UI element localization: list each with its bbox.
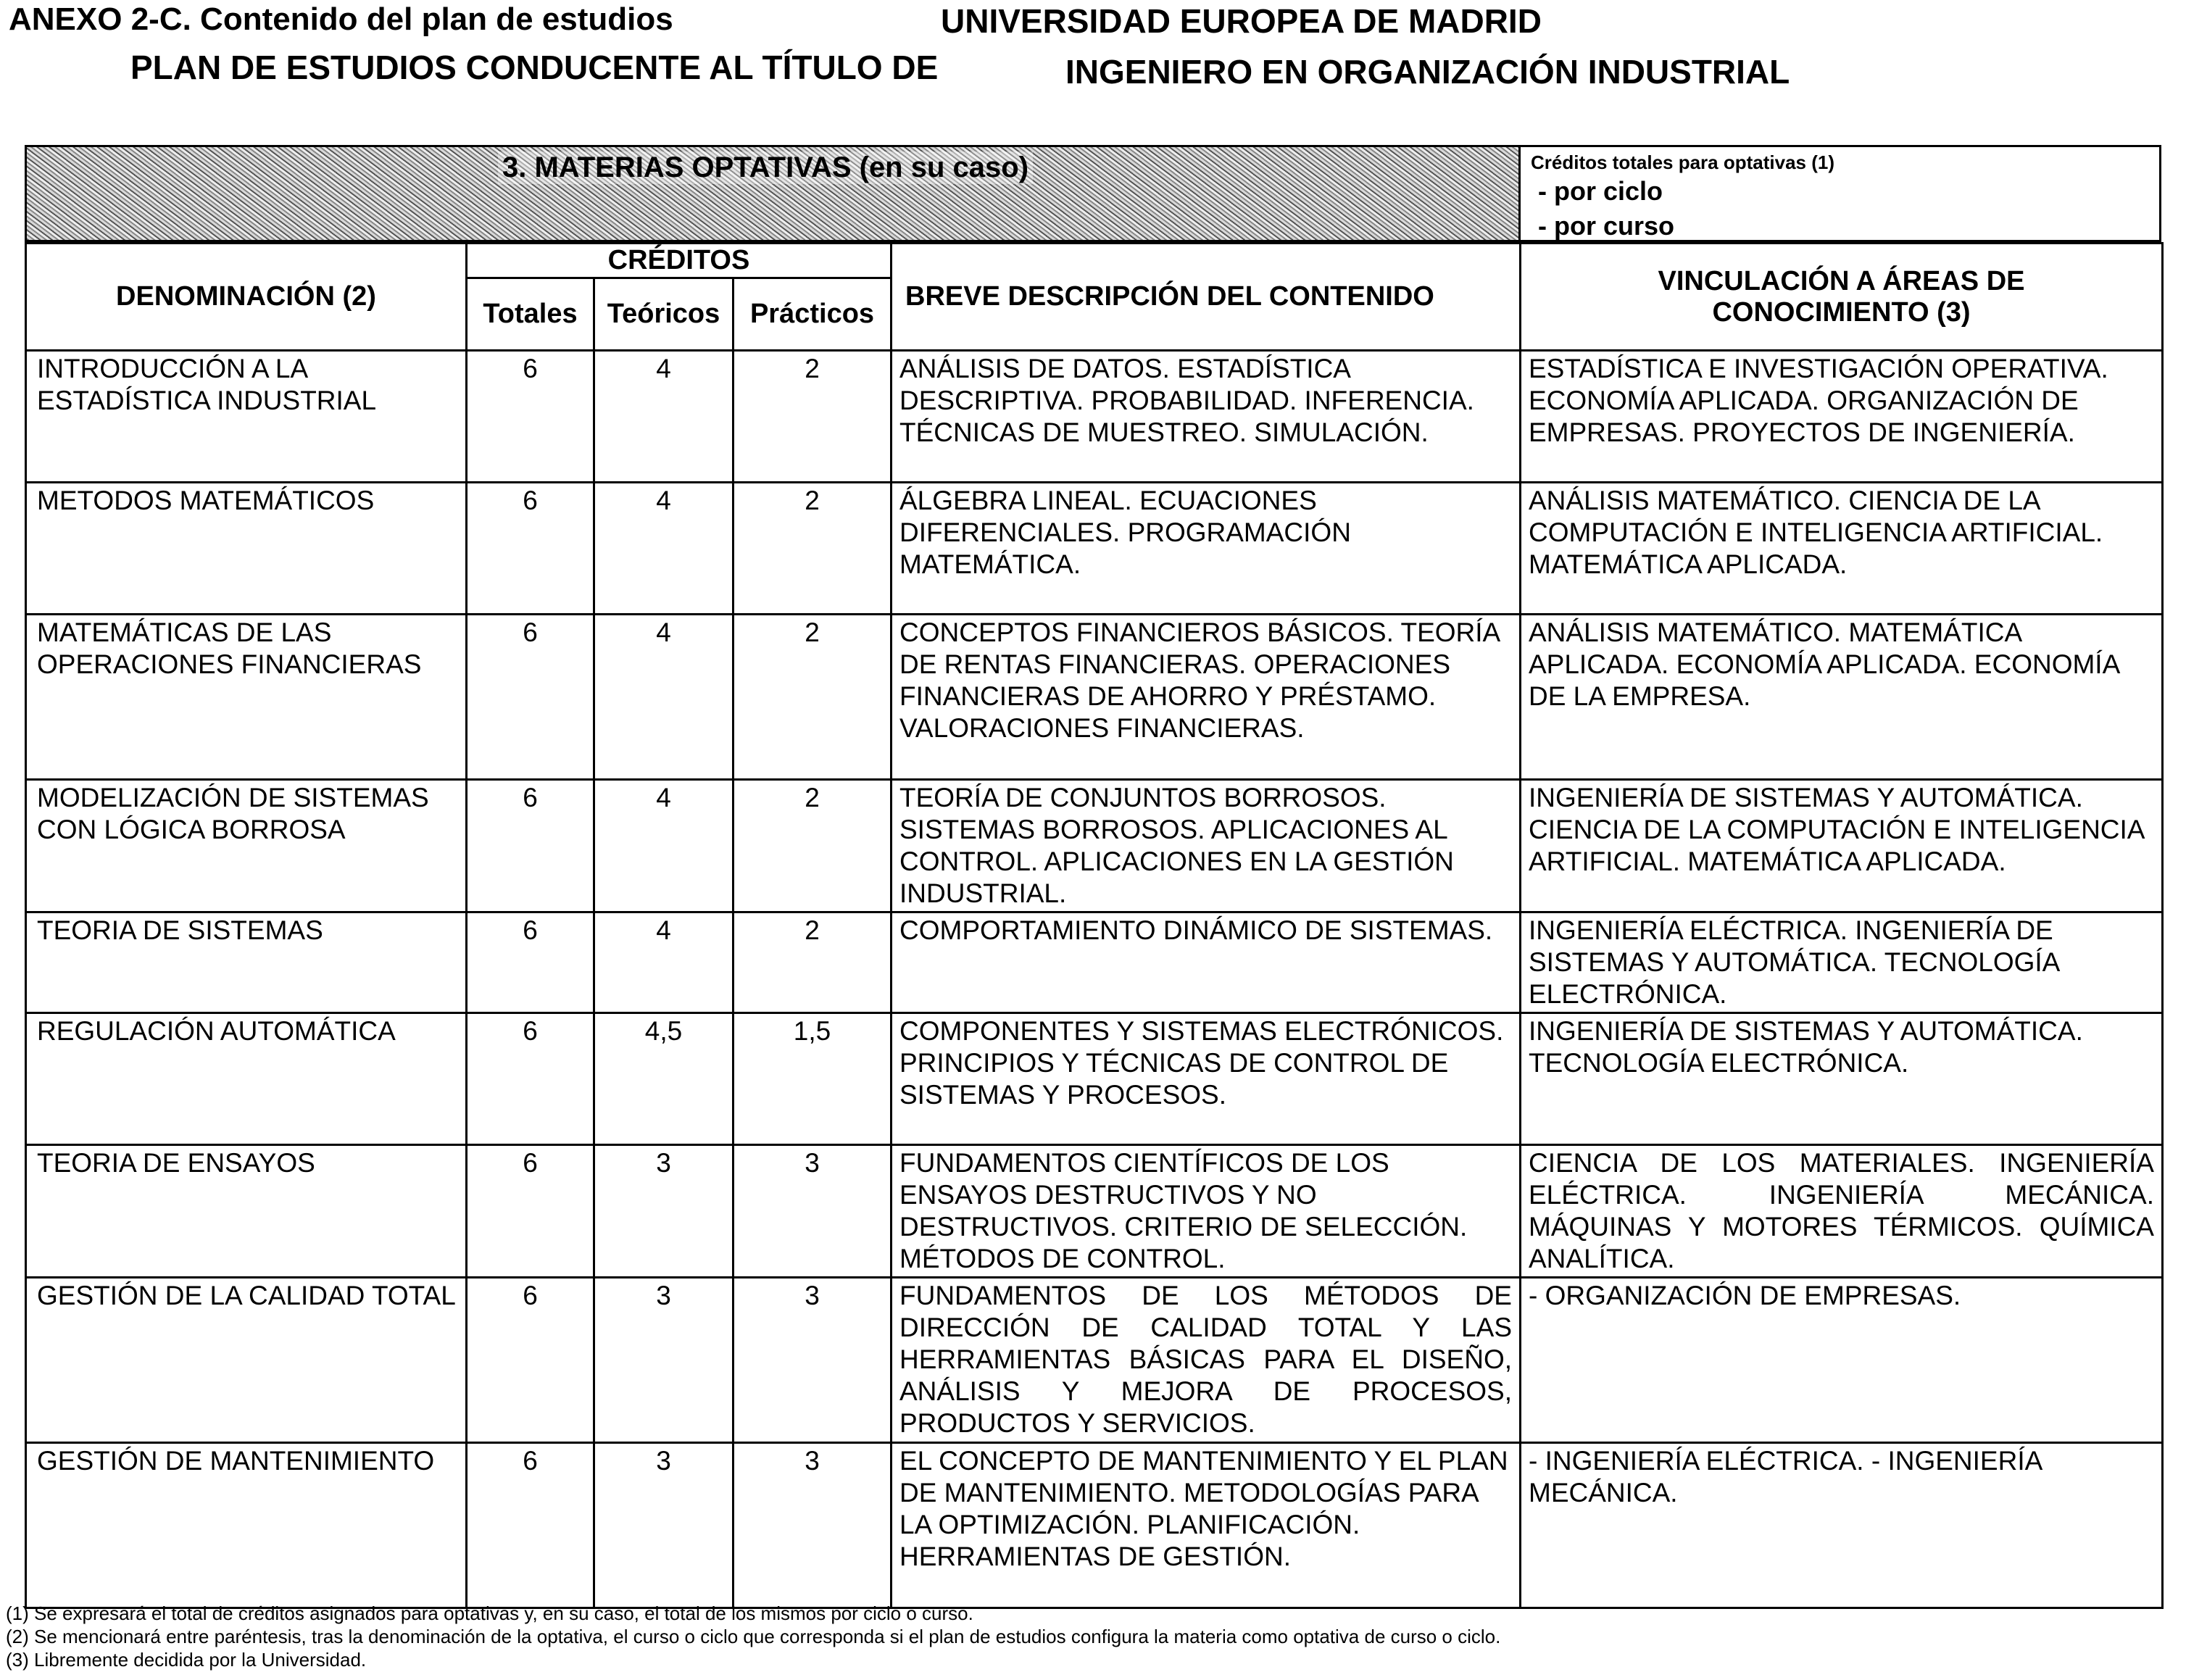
credits-theory: 3	[594, 1443, 733, 1608]
credits-theory: 4,5	[594, 1013, 733, 1145]
credits-practice: 2	[733, 483, 892, 615]
credits-total: 6	[467, 912, 594, 1013]
footnote: (3) Libremente decidida por la Universidad.	[6, 1649, 367, 1671]
footnotes	[6, 1602, 1500, 1671]
credits-practice: 2	[733, 615, 892, 780]
course-description: CONCEPTOS FINANCIEROS BÁSICOS. TEORÍA DE RENTAS FINANCIERAS. OPERACIONES FINANCIERAS DE AHORRO Y PRÉSTAMO. VALORACIONES FINANCIERAS.	[892, 615, 1521, 780]
knowledge-areas: ANÁLISIS MATEMÁTICO. MATEMÁTICA APLICADA. ECONOMÍA APLICADA. ECONOMÍA DE LA EMPRESA.	[1521, 615, 2163, 780]
course-description: ANÁLISIS DE DATOS. ESTADÍSTICA DESCRIPTIVA. PROBABILIDAD. INFERENCIA. TÉCNICAS DE MUESTREO. SIMULACIÓN.	[892, 351, 1521, 483]
optional-credits-box	[1521, 145, 2161, 242]
credits-theory: 4	[594, 615, 733, 780]
credits-total: 6	[467, 1145, 594, 1278]
credits-theory: 4	[594, 780, 733, 912]
credits-practice: 3	[733, 1145, 892, 1278]
course-description: EL CONCEPTO DE MANTENIMIENTO Y EL PLAN DE MANTENIMIENTO. METODOLOGÍAS PARA LA OPTIMIZACIÓN. PLANIFICACIÓN. HERRAMIENTAS DE GESTIÓN.	[892, 1443, 1521, 1608]
credits-total: 6	[467, 483, 594, 615]
credits-theory: 4	[594, 351, 733, 483]
course-name: TEORIA DE SISTEMAS	[26, 912, 467, 1013]
course-name: INTRODUCCIÓN A LA ESTADÍSTICA INDUSTRIAL	[26, 351, 467, 483]
knowledge-areas: INGENIERÍA DE SISTEMAS Y AUTOMÁTICA. CIENCIA DE LA COMPUTACIÓN E INTELIGENCIA ARTIFICIAL. MATEMÁTICA APLICADA.	[1521, 780, 2163, 912]
courses-table	[25, 242, 2164, 1609]
course-description: FUNDAMENTOS CIENTÍFICOS DE LOS ENSAYOS DESTRUCTIVOS Y NO DESTRUCTIVOS. CRITERIO DE SELECCIÓN. MÉTODOS DE CONTROL.	[892, 1145, 1521, 1278]
table-row	[26, 1145, 2163, 1278]
table-row	[26, 780, 2163, 912]
course-name: MODELIZACIÓN DE SISTEMAS CON LÓGICA BORROSA	[26, 780, 467, 912]
plan-title: PLAN DE ESTUDIOS CONDUCENTE AL TÍTULO DE	[130, 49, 939, 86]
credits-practice: 1,5	[733, 1013, 892, 1145]
credits-theory: 3	[594, 1145, 733, 1278]
course-description: TEORÍA DE CONJUNTOS BORROSOS. SISTEMAS BORROSOS. APLICACIONES AL CONTROL. APLICACIONES EN LA GESTIÓN INDUSTRIAL.	[892, 780, 1521, 912]
table-row	[26, 483, 2163, 615]
column-header-areas: VINCULACIÓN A ÁREAS DE CONOCIMIENTO (3)	[1521, 244, 2163, 351]
column-header-theory: Teóricos	[594, 278, 733, 351]
course-name: METODOS MATEMÁTICOS	[26, 483, 467, 615]
credits-practice: 3	[733, 1278, 892, 1443]
credits-total: 6	[467, 780, 594, 912]
column-header-description: BREVE DESCRIPCIÓN DEL CONTENIDO	[892, 244, 1521, 351]
table-row	[26, 1013, 2163, 1145]
per-cycle-label: - por ciclo	[1538, 176, 1663, 206]
course-name: GESTIÓN DE MANTENIMIENTO	[26, 1443, 467, 1608]
credits-practice: 2	[733, 351, 892, 483]
column-header-total: Totales	[467, 278, 594, 351]
section-banner	[25, 145, 1521, 242]
knowledge-areas: ESTADÍSTICA E INVESTIGACIÓN OPERATIVA. ECONOMÍA APLICADA. ORGANIZACIÓN DE EMPRESAS. PROYECTOS DE INGENIERÍA.	[1521, 351, 2163, 483]
section-title: 3. MATERIAS OPTATIVAS (en su caso)	[498, 151, 1033, 184]
footnote: (1) Se expresará el total de créditos asignados para optativas y, en su caso, el total de los mismos por ciclo o curso.	[6, 1602, 973, 1624]
column-header-credits: CRÉDITOS	[467, 244, 892, 278]
table-row	[26, 1278, 2163, 1443]
knowledge-areas: CIENCIA DE LOS MATERIALES. INGENIERÍA ELÉCTRICA. INGENIERÍA MECÁNICA. MÁQUINAS Y MOTORES TÉRMICOS. QUÍMICA ANALÍTICA.	[1521, 1145, 2163, 1278]
course-description: FUNDAMENTOS DE LOS MÉTODOS DE DIRECCIÓN DE CALIDAD TOTAL Y LAS HERRAMIENTAS BÁSICAS PARA EL DISEÑO, ANÁLISIS Y MEJORA DE PROCESOS, PRODUCTOS Y SERVICIOS.	[892, 1278, 1521, 1443]
table-row	[26, 351, 2163, 483]
column-header-name: DENOMINACIÓN (2)	[26, 244, 467, 351]
credits-total: 6	[467, 1278, 594, 1443]
per-course-label: - por curso	[1538, 211, 1675, 241]
knowledge-areas: INGENIERÍA ELÉCTRICA. INGENIERÍA DE SISTEMAS Y AUTOMÁTICA. TECNOLOGÍA ELECTRÓNICA.	[1521, 912, 2163, 1013]
degree-name: INGENIERO EN ORGANIZACIÓN INDUSTRIAL	[1065, 53, 1790, 91]
course-description: COMPORTAMIENTO DINÁMICO DE SISTEMAS.	[892, 912, 1521, 1013]
annex-title: ANEXO 2-C. Contenido del plan de estudios	[9, 1, 673, 37]
table-row	[26, 615, 2163, 780]
credits-total: 6	[467, 351, 594, 483]
footnote: (2) Se mencionará entre paréntesis, tras la denominación de la optativa, el curso o ciclo que corresponda si el plan de estudios configura la materia como optativa de curso o ciclo.	[6, 1626, 1501, 1647]
table-row	[26, 1443, 2163, 1608]
knowledge-areas: INGENIERÍA DE SISTEMAS Y AUTOMÁTICA. TECNOLOGÍA ELECTRÓNICA.	[1521, 1013, 2163, 1145]
credits-total: 6	[467, 615, 594, 780]
credits-theory: 4	[594, 912, 733, 1013]
knowledge-areas: ANÁLISIS MATEMÁTICO. CIENCIA DE LA COMPUTACIÓN E INTELIGENCIA ARTIFICIAL. MATEMÁTICA APLICADA.	[1521, 483, 2163, 615]
credits-theory: 4	[594, 483, 733, 615]
knowledge-areas: - ORGANIZACIÓN DE EMPRESAS.	[1521, 1278, 2163, 1443]
credits-theory: 3	[594, 1278, 733, 1443]
credits-practice: 2	[733, 912, 892, 1013]
credits-practice: 2	[733, 780, 892, 912]
table-row	[26, 912, 2163, 1013]
course-name: TEORIA DE ENSAYOS	[26, 1145, 467, 1278]
column-header-practice: Prácticos	[733, 278, 892, 351]
course-name: REGULACIÓN AUTOMÁTICA	[26, 1013, 467, 1145]
university-name: UNIVERSIDAD EUROPEA DE MADRID	[941, 2, 1542, 40]
credits-total: 6	[467, 1443, 594, 1608]
course-description: ÁLGEBRA LINEAL. ECUACIONES DIFERENCIALES. PROGRAMACIÓN MATEMÁTICA.	[892, 483, 1521, 615]
course-description: COMPONENTES Y SISTEMAS ELECTRÓNICOS. PRINCIPIOS Y TÉCNICAS DE CONTROL DE SISTEMAS Y PROCESOS.	[892, 1013, 1521, 1145]
credits-practice: 3	[733, 1443, 892, 1608]
course-name: MATEMÁTICAS DE LAS OPERACIONES FINANCIERAS	[26, 615, 467, 780]
knowledge-areas: - INGENIERÍA ELÉCTRICA. - INGENIERÍA MECÁNICA.	[1521, 1443, 2163, 1608]
credits-total: 6	[467, 1013, 594, 1145]
course-name: GESTIÓN DE LA CALIDAD TOTAL	[26, 1278, 467, 1443]
credits-label: Créditos totales para optativas (1)	[1531, 151, 1834, 173]
